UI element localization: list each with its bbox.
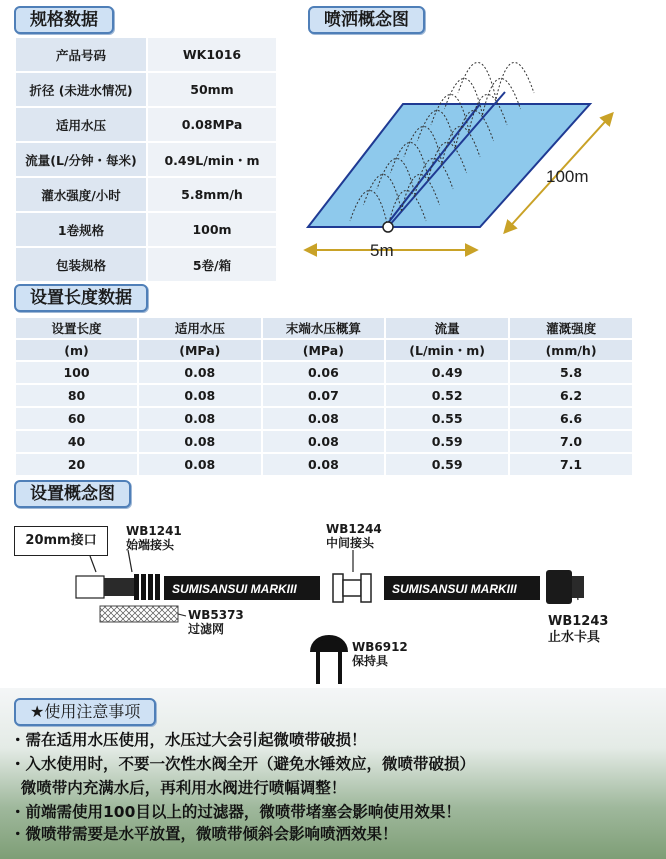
spec-table	[14, 36, 278, 283]
mid-connector-label: WB1244 中间接头	[326, 522, 382, 550]
table-cell: 0.08	[263, 408, 385, 429]
length-table	[14, 316, 634, 477]
connector-box: 20mm接口	[14, 526, 108, 556]
table-cell: 0.08	[263, 454, 385, 475]
spec-label: 产品号码	[16, 38, 146, 71]
column-header: 流量	[386, 318, 508, 338]
start-connector-ribs	[134, 574, 160, 600]
note-line: ・入水使用时，不要一次性水阀全开（避免水锤效应，微喷带破损）	[10, 755, 476, 773]
table-cell: 100	[16, 362, 137, 383]
column-header: 设置长度	[16, 318, 137, 338]
table-row	[16, 454, 632, 475]
hose-text-2: SUMISANSUI MARKIII	[392, 582, 517, 596]
spec-title: 规格数据	[14, 6, 114, 34]
table-cell: 0.08	[263, 431, 385, 452]
start-connector-white	[76, 576, 104, 598]
spec-label: 折径 (未进水情况)	[16, 73, 146, 106]
hose-start-point	[383, 222, 393, 232]
table-cell: 5.8	[510, 362, 632, 383]
column-header: 灌溉强度	[510, 318, 632, 338]
note-line: ・前端需使用100目以上的过滤器，微喷带堵塞会影响使用效果！	[10, 803, 461, 821]
spec-row	[16, 213, 276, 246]
spec-row	[16, 143, 276, 176]
table-cell: 0.52	[386, 385, 508, 406]
hose-text-1: SUMISANSUI MARKIII	[172, 582, 297, 596]
table-cell: 7.1	[510, 454, 632, 475]
spec-label: 适用水压	[16, 108, 146, 141]
table-cell: 20	[16, 454, 137, 475]
column-unit: (MPa)	[263, 340, 385, 360]
spray-arc	[458, 62, 496, 99]
table-row	[16, 431, 632, 452]
table-cell: 60	[16, 408, 137, 429]
table-cell: 0.59	[386, 431, 508, 452]
table-row	[16, 362, 632, 383]
table-cell: 80	[16, 385, 137, 406]
start-connector-body	[104, 578, 134, 596]
spec-value: 100m	[148, 213, 276, 246]
column-unit: (L/min・m)	[386, 340, 508, 360]
filter-label: WB5373 过滤网	[188, 608, 244, 636]
column-unit: (m)	[16, 340, 137, 360]
table-cell: 0.08	[139, 385, 261, 406]
header-row	[16, 318, 632, 338]
spec-value: 5卷/箱	[148, 248, 276, 281]
spec-value: 0.08MPa	[148, 108, 276, 141]
note-line: ・微喷带需要是水平放置，微喷带倾斜会影响喷洒效果！	[10, 825, 398, 843]
table-cell: 6.2	[510, 385, 632, 406]
table-cell: 0.08	[139, 431, 261, 452]
spec-row	[16, 248, 276, 281]
spec-row	[16, 178, 276, 211]
spec-value: 5.8mm/h	[148, 178, 276, 211]
note-line: 微喷带内充满水后，再利用水阀进行喷幅调整！	[10, 779, 347, 797]
start-connector-label: WB1241 始端接头	[126, 524, 182, 552]
mid-connector	[333, 574, 371, 602]
spec-row	[16, 73, 276, 106]
notes-title: ★使用注意事项	[14, 698, 156, 726]
column-header: 末端水压概算	[263, 318, 385, 338]
length-title: 设置长度数据	[14, 284, 148, 312]
spec-label: 流量(L/分钟・每米)	[16, 143, 146, 176]
header-unit-row	[16, 340, 632, 360]
column-unit: (mm/h)	[510, 340, 632, 360]
spray-concept-diagram	[300, 32, 660, 292]
spec-label: 包装规格	[16, 248, 146, 281]
spec-row	[16, 38, 276, 71]
length-label: 100m	[546, 167, 589, 186]
table-cell: 0.49	[386, 362, 508, 383]
setup-title: 设置概念图	[14, 480, 131, 508]
column-header: 适用水压	[139, 318, 261, 338]
table-cell: 6.6	[510, 408, 632, 429]
spec-row	[16, 108, 276, 141]
holder	[312, 637, 346, 684]
spec-value: WK1016	[148, 38, 276, 71]
filter-mesh	[100, 606, 178, 622]
concept-title: 喷洒概念图	[308, 6, 425, 34]
note-line: ・需在适用水压使用，水压过大会引起微喷带破损！	[10, 731, 367, 749]
spec-value: 0.49L/min・m	[148, 143, 276, 176]
table-cell: 7.0	[510, 431, 632, 452]
table-cell: 0.06	[263, 362, 385, 383]
spec-label: 1卷规格	[16, 213, 146, 246]
spray-arc	[496, 62, 534, 99]
spec-label: 灌水强度/小时	[16, 178, 146, 211]
table-cell: 0.08	[139, 408, 261, 429]
table-cell: 0.07	[263, 385, 385, 406]
table-cell: 0.59	[386, 454, 508, 475]
holder-label: WB6912 保持具	[352, 640, 408, 668]
table-cell: 0.08	[139, 362, 261, 383]
end-clamp-label: WB1243 止水卡具	[548, 614, 609, 645]
column-unit: (MPa)	[139, 340, 261, 360]
table-row	[16, 408, 632, 429]
table-cell: 0.08	[139, 454, 261, 475]
width-label: 5m	[370, 241, 394, 260]
table-cell: 40	[16, 431, 137, 452]
table-row	[16, 385, 632, 406]
spec-value: 50mm	[148, 73, 276, 106]
table-cell: 0.55	[386, 408, 508, 429]
